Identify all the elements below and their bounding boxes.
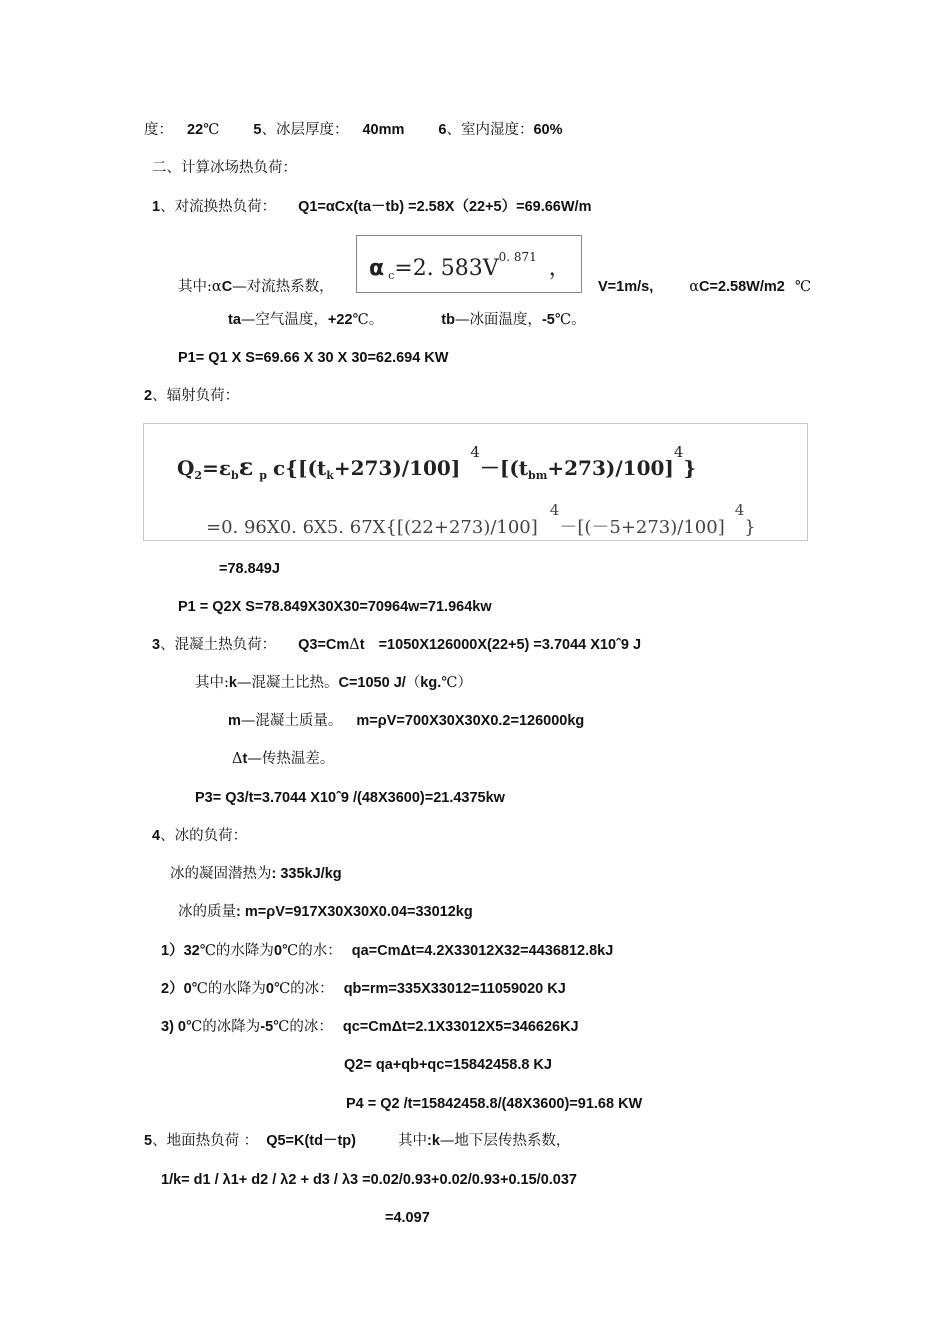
ice-load-heading: 4、冰的负荷： [152,828,248,844]
ground-load-line: 5、地面热负荷 ： Q5=K(td－tp) 其中:k—地下层传热系数， [144,1133,571,1149]
temperature-definitions-line: ta—空气温度，+22℃。 tb—冰面温度，-5℃。 [228,312,586,328]
radiation-formula-general: $Q_2=\varepsilon_b\varepsilon$ $_p$ $c\{[(t_k+273)/100]^4-[(t_{bm}+273)/100]^4\}$ [177,443,697,482]
concrete-load-line: 3、混凝土热负荷： Q3=CmΔt =1050X126000X(22+5) =3.7044 X10ˆ9 J [152,637,642,653]
step2-freezing-line: 2）0℃的水降为0℃的冰： qb=rm=335X33012=11059020 KJ [161,981,566,997]
radiation-result-value: =78.849J [219,561,280,577]
convection-where-label: 其中:αC—对流热系数， [178,279,334,295]
ice-mass-line: 冰的质量: m=ρV=917X30X30X0.04=33012kg [178,904,473,920]
q2-ice-total-line: Q2= qa+qb+qc=15842458.8 KJ [344,1057,552,1073]
radiation-load-heading: 2、辐射负荷： [144,388,240,404]
section-heading-heat-load: 二、计算冰场热负荷： [152,160,297,176]
radiation-formula-substituted: =0. 96X0. 6X5. $67X\{[(22+273)/100]^4-[(-5+273)/100]^4\}$ [206,501,756,538]
concrete-specific-heat-line: 其中:k—混凝土比热。C=1050 J/（kg.℃） [195,675,472,691]
temperature-difference-line: Δt—传热温差。 [232,751,335,767]
thermal-resistance-line: 1/k= d1 / λ1+ d2 / λ2 + d3 / λ3 =0.02/0.93+0.02/0.93+0.15/0.037 [161,1172,577,1188]
thermal-resistance-result: =4.097 [385,1210,430,1226]
p1-convection-result: P1= Q1 X S=69.66 X 30 X 30=62.694 KW [178,350,449,366]
concrete-mass-line: m—混凝土质量。 m=ρV=700X30X30X0.2=126000kg [228,713,585,729]
ice-latent-heat-line: 冰的凝固潜热为: 335kJ/kg [170,866,342,882]
p4-ice-result: P4 = Q2 /t=15842458.8/(48X3600)=91.68 KW [346,1096,643,1112]
convection-coefficient-formula-image: α $_c$=2. $583V^{0. 871}$ ， [356,235,582,293]
p2-radiation-result: P1 = Q2X S=78.849X30X30=70964w=71.964kw [178,599,492,615]
step1-water-cooling-line: 1）32℃的水降为0℃的水： qa=CmΔt=4.2X33012X32=4436812.8kJ [161,943,614,959]
convection-load-line: 1、对流换热负荷： Q1=αCx(ta－tb) =2.58X（22+5）=69.66W/m [152,199,592,215]
ambient-parameters-line: 度： 22℃ 5、冰层厚度： 40mm 6、室内湿度：60% [144,122,563,138]
step3-ice-cooling-line: 3) 0℃的冰降为-5℃的冰： qc=CmΔt=2.1X33012X5=346626KJ [161,1019,579,1035]
radiation-formula-image [143,423,808,541]
convection-where-values: V=1m/s, αC=2.58W/m2 ℃ [598,279,812,295]
p3-concrete-result: P3= Q3/t=3.7044 X10ˆ9 /(48X3600)=21.4375kw [195,790,505,806]
